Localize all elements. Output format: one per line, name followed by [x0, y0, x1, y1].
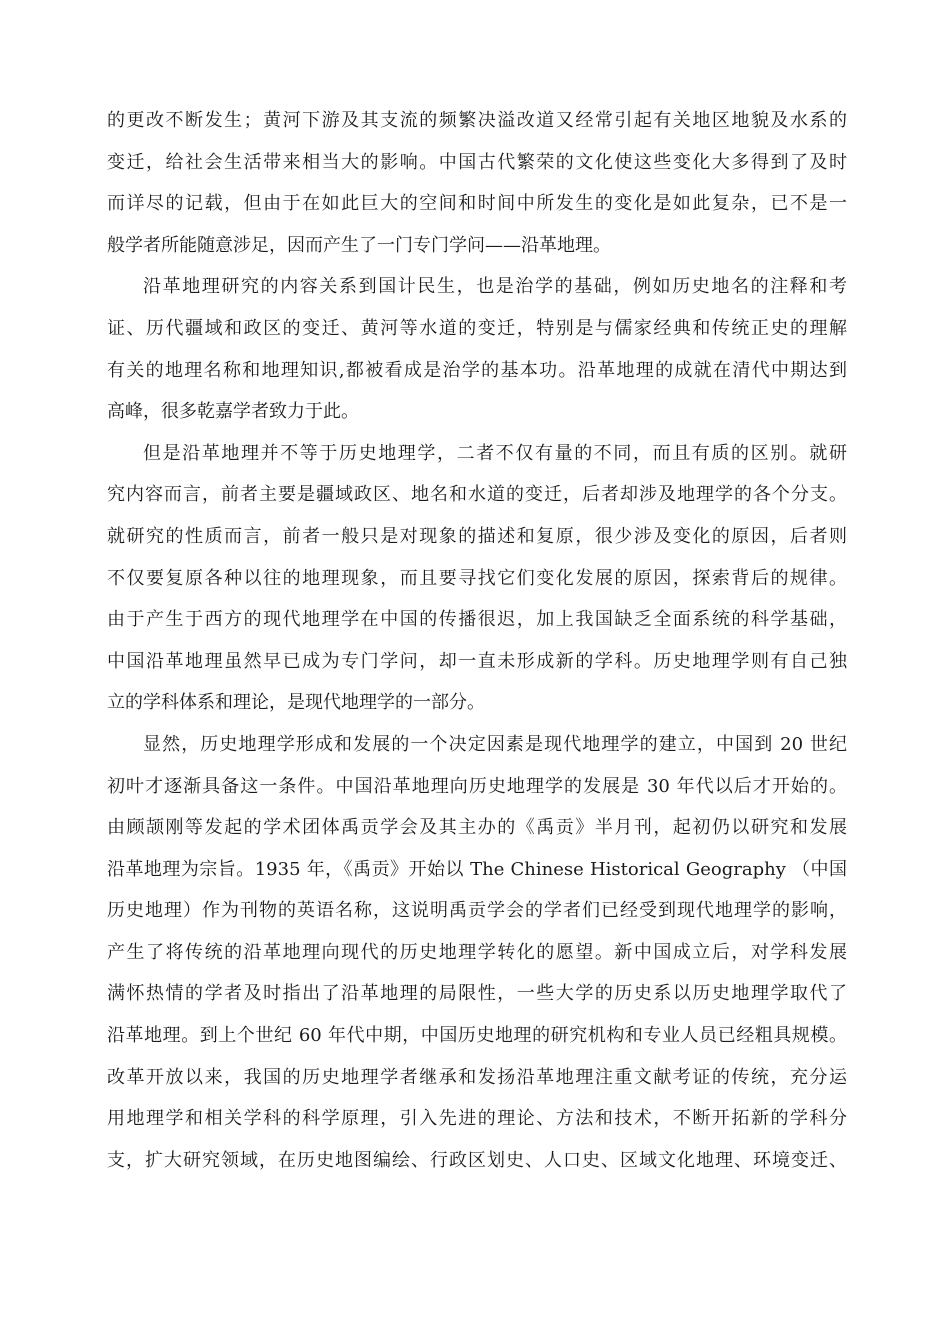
- text-line: 显然，历史地理学形成和发展的一个决定因素是现代地理学的建立，中国到 20 世纪: [143, 733, 847, 755]
- text-line: 究内容而言，前者主要是疆域政区、地名和水道的变迁，后者却涉及地理学的各个分支。: [107, 484, 847, 506]
- text-line: 历史地理）作为刊物的英语名称，这说明禹贡学会的学者们已经受到现代地理学的影响，: [107, 900, 847, 922]
- text-line: 有关的地理名称和地理知识,都被看成是治学的基本功。沿革地理的成就在清代中期达到: [107, 359, 847, 381]
- text-line: 支，扩大研究领域，在历史地图编绘、行政区划史、人口史、区域文化地理、环境变迁、: [107, 1149, 847, 1171]
- text-line: 产生了将传统的沿革地理向现代的历史地理学转化的愿望。新中国成立后，对学科发展: [107, 941, 847, 963]
- text-line: 高峰，很多乾嘉学者致力于此。: [107, 401, 359, 423]
- text-line: 证、历代疆域和政区的变迁、黄河等水道的变迁，特别是与儒家经典和传统正史的理解: [107, 317, 847, 339]
- text-line: 的更改不断发生；黄河下游及其支流的频繁决溢改道又经常引起有关地区地貌及水系的: [107, 110, 847, 131]
- text-line: 由顾颉刚等发起的学术团体禹贡学会及其主办的《禹贡》半月刊，起初仍以研究和发展: [107, 817, 847, 839]
- text-line: 由于产生于西方的现代地理学在中国的传播很迟，加上我国缺乏全面系统的科学基础，: [107, 609, 847, 631]
- text-line: 般学者所能随意涉足，因而产生了一门专门学问——沿革地理。: [107, 234, 611, 256]
- text-line: 不仅要复原各种以往的地理现象，而且要寻找它们变化发展的原因，探索背后的规律。: [107, 567, 847, 589]
- text-line: 初叶才逐渐具备这一条件。中国沿革地理向历史地理学的发展是 30 年代以后才开始的。: [107, 775, 847, 797]
- text-line: 中国沿革地理虽然早已成为专门学问，却一直未形成新的学科。历史地理学则有自己独: [107, 650, 847, 672]
- text-line: 但是沿革地理并不等于历史地理学，二者不仅有量的不同，而且有质的区别。就研: [143, 442, 847, 464]
- text-line: 而详尽的记载，但由于在如此巨大的空间和时间中所发生的变化是如此复杂，已不是一: [107, 193, 847, 215]
- text-line: 用地理学和相关学科的科学原理，引入先进的理论、方法和技术，不断开拓新的学科分: [107, 1108, 847, 1130]
- text-line: 沿革地理为宗旨。1935 年，《禹贡》开始以 The Chinese Historical Geography （中国: [107, 858, 847, 880]
- text-line: 沿革地理。到上个世纪 60 年代中期，中国历史地理的研究机构和专业人员已经粗具规模。: [107, 1025, 847, 1047]
- body-text: [107, 100, 847, 1181]
- text-line: 满怀热情的学者及时指出了沿革地理的局限性，一些大学的历史系以历史地理学取代了: [107, 983, 847, 1005]
- text-line: 沿革地理研究的内容关系到国计民生，也是治学的基础，例如历史地名的注释和考: [143, 276, 847, 298]
- text-line: 改革开放以来，我国的历史地理学者继承和发扬沿革地理注重文献考证的传统，充分运: [107, 1066, 847, 1088]
- text-line: 就研究的性质而言，前者一般只是对现象的描述和复原，很少涉及变化的原因，后者则: [107, 525, 847, 547]
- text-line: 变迁，给社会生活带来相当大的影响。中国古代繁荣的文化使这些变化大多得到了及时: [107, 151, 847, 173]
- text-line: 立的学科体系和理论，是现代地理学的一部分。: [107, 692, 485, 714]
